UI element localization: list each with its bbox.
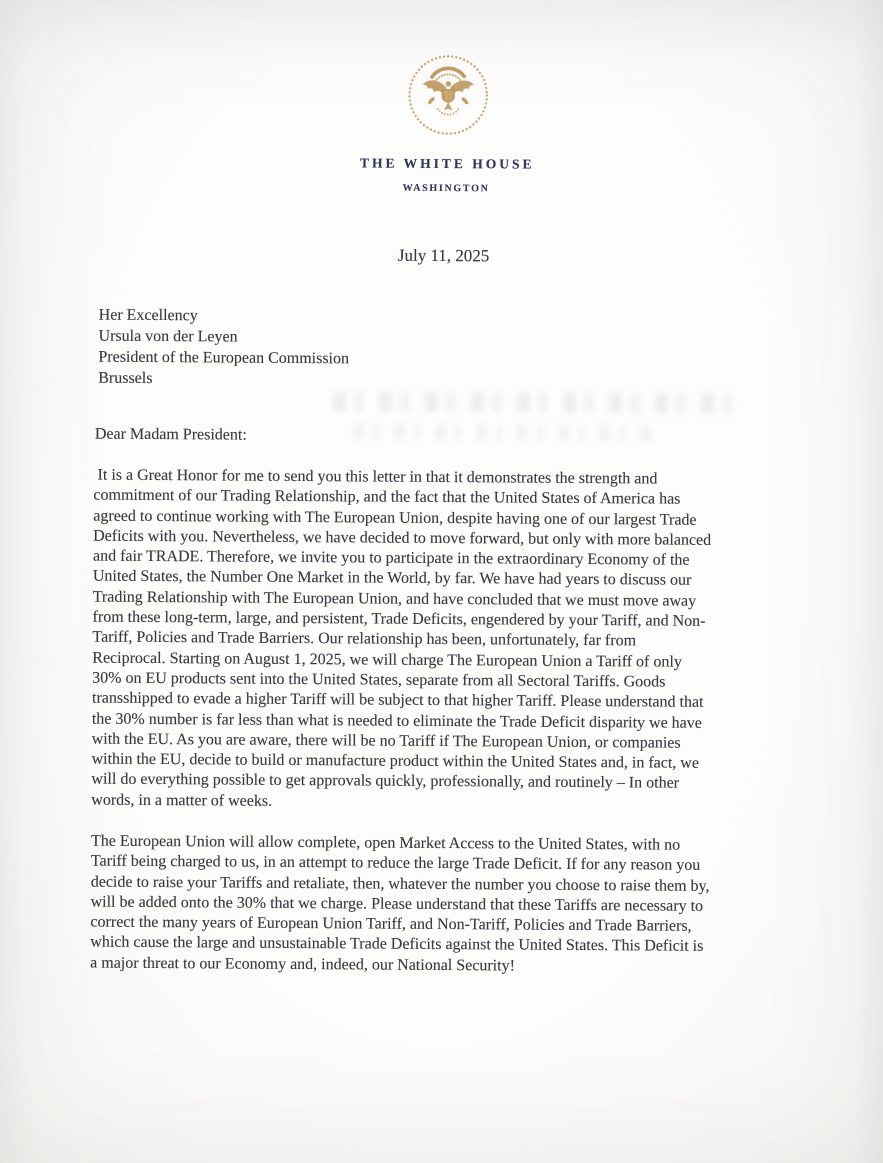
letter-date: July 11, 2025	[397, 245, 490, 266]
recipient-address: Her Excellency Ursula von der Leyen President of the European Commission Brussels	[98, 306, 350, 387]
presidential-seal-icon	[405, 50, 492, 141]
ink-bleed-artifact	[333, 391, 733, 414]
salutation: Dear Madam President:	[94, 425, 247, 444]
body-paragraph-2: The European Union will allow complete, open Market Access to the United States, with no Tariff being charged to us, in an attempt to reduce the large Trade Deficit. If for any reason you decide to raise your Tariffs and retaliate, then, whatever the number you choose to raise them by, will be added onto the 30% that we charge. Please understand that these Tariffs are necessary to correct the many years of European Union Tariff, and Non-Tariff, Policies and Trade Barriers, which cause the large and unsustainable Trade Deficits against the United States. This Deficit is a major threat to our Economy and, indeed, our National Security!	[90, 832, 710, 975]
letterhead-subtitle: WASHINGTON	[402, 182, 490, 195]
letterhead-title: THE WHITE HOUSE	[359, 155, 535, 172]
body-paragraph-1: It is a Great Honor for me to send you this letter in that it demonstrates the strength and commitment of our Trading Relationship, and the fact that the United States of America has agreed to continue working with The European Union, despite having one of our largest Trade Deficits with you. Nevertheless, we have decided to move forward, but only with more balanced and fair TRADE. Therefore, we invite you to participate in the extraordinary Economy of the United States, the Number One Market in the World, by far. We have had years to discuss our Trading Relationship with The European Union, and have concluded that we must move away from these long-term, large, and persistent, Trade Deficits, engendered by your Tariff, and Non- Tariff, Policies and Trade Barriers. Our relationship has been, unfortunately, far from Reciprocal. Starting on August 1, 2025, we will charge The European Union a Tariff of only 30% on EU products sent into the United States, separate from all Sectoral Tariffs. Goods transshipped to evade a higher Tariff will be subject to that higher Tariff. Please understand that the 30% number is far less than what is needed to eliminate the Trade Deficit disparity we have with the EU. As you are aware, there will be no Tariff if The European Union, or companies within the EU, decide to build or manufacture product within the United States and, in fact, we will do everything possible to get approvals quickly, professionally, and routinely – In other words, in a matter of weeks.	[91, 466, 712, 810]
ink-bleed-artifact	[353, 423, 653, 441]
